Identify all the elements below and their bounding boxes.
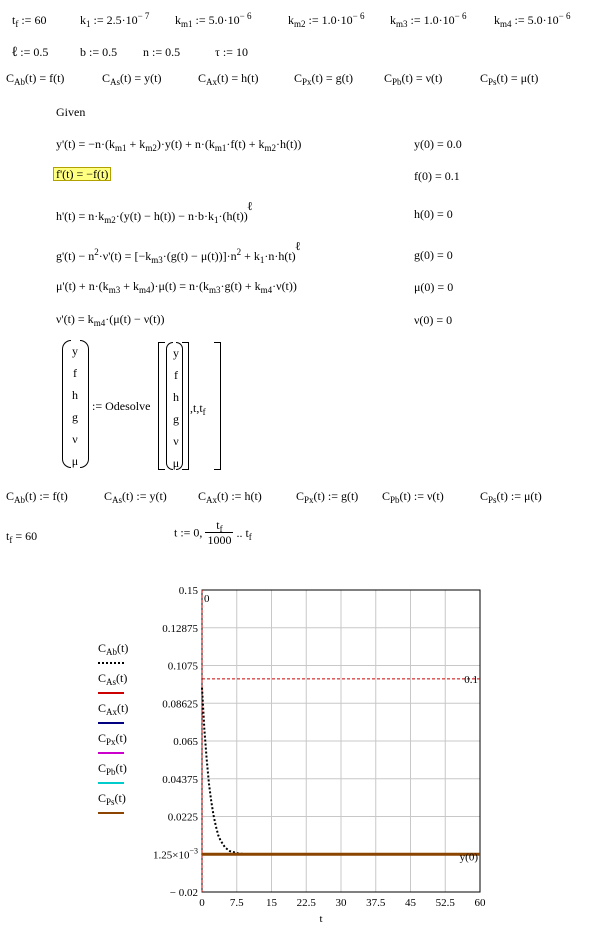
vector-item: ν [72, 432, 78, 446]
legend-label-ab: $C_{Ab}(t)$ [98, 641, 129, 657]
legend-label-ax: $C_{Ax}(t)$ [98, 701, 129, 717]
equation-nu: $\nu'(t) = k_{m4}\cdot(\mu(t) - \nu(t))$ [56, 312, 165, 328]
ic-h: h(0) = 0 [414, 207, 453, 221]
equation-mu: $\mu'(t) + n\cdot(k_{m3} + k_{m4})\cdot\mu(t) = n\cdot(k_{m3}\cdot g(t) + k_{m4}\cdot\nu(t))$ [56, 279, 297, 295]
legend-label-ps: $C_{Ps}(t)$ [98, 791, 126, 807]
vector-rhs [166, 342, 186, 474]
tf-eval: $t_f = 60$ [6, 529, 38, 545]
param-km1: $k_{m1}$ := $5.0\cdot 10^{- 6}$ [175, 11, 252, 29]
def2-cpx: $C_{Px}(t)$ := g(t) [296, 489, 359, 505]
vector-item: y [72, 344, 78, 358]
def2-cps: $C_{Ps}(t)$ := μ(t) [480, 489, 542, 505]
y-tick-label: 0.04375 [162, 773, 198, 786]
ic-mu: μ(0) = 0 [414, 280, 454, 294]
odesolve-args: $,t,t_f$ [190, 401, 206, 417]
x-tick-label: 37.5 [366, 897, 386, 909]
marker-label-h2: y(0) [459, 851, 478, 864]
legend-swatch-ab [98, 662, 124, 664]
series-line-0 [202, 688, 480, 855]
x-tick-label: 45 [405, 897, 416, 909]
def2-cpb: $C_{Pb}(t)$ := ν(t) [382, 489, 444, 505]
t-range: t := 0, $\frac{t_f}{1000}$ .. $t_f$ [174, 518, 252, 547]
y-tick-label: 0.1075 [167, 660, 198, 673]
equation-h: $h'(t) = n\cdot k_{m2}\cdot(y(t) - h(t)) - n\cdot b\cdot k_1\cdot(h(t))^\ell$ [56, 199, 253, 225]
outer-bracket-right [214, 342, 221, 470]
vector-item: h [173, 390, 179, 404]
vector-item: f [73, 366, 77, 380]
vector-item: f [174, 368, 178, 382]
marker-label-v: 0 [204, 593, 210, 605]
y-tick-label: $1.25\times 10^{-3}$ [153, 846, 198, 862]
y-tick-label: 0.065 [173, 736, 198, 748]
x-tick-label: 30 [335, 897, 347, 909]
equation-f: f'(t) = −f(t) [56, 167, 109, 181]
legend-swatch-ps [98, 812, 124, 814]
vector-item: μ [71, 454, 79, 468]
param-tf: $t_f$ := 60 [12, 13, 47, 29]
equation-y: $y'(t) = -n\cdot(k_{m1} + k_{m2})\cdot y(t) + n\cdot(k_{m1}\cdot f(t) + k_{m2}\cdot h(t))$ [56, 137, 302, 153]
legend-swatch-ax [98, 722, 124, 724]
given-label: Given [56, 105, 86, 119]
odesolve-assign: := Odesolve [92, 399, 151, 413]
param-ell: ℓ := 0.5 [12, 45, 49, 60]
x-tick-label: 52.5 [435, 897, 455, 909]
legend-swatch-pb [98, 782, 124, 784]
x-tick-label: 60 [474, 897, 486, 909]
param-n: n := 0.5 [143, 45, 181, 59]
def2-cas: $C_{As}(t)$ := y(t) [104, 489, 167, 505]
legend-swatch-as [98, 692, 124, 694]
y-tick-label: 0.12875 [162, 622, 198, 635]
vector-item: ν [173, 434, 179, 448]
x-tick-label: 22.5 [296, 897, 316, 909]
x-tick-label: 0 [199, 897, 205, 909]
marker-label-h: 0.1 [464, 673, 478, 686]
ic-y: y(0) = 0.0 [414, 137, 462, 151]
def-cpb: $C_{Pb}(t) = \nu(t)$ [384, 71, 443, 87]
def-cpx: $C_{Px}(t) = g(t)$ [294, 71, 353, 87]
def-cab: $C_{Ab}(t) = f(t)$ [6, 71, 65, 87]
x-tick-label: 15 [266, 897, 277, 909]
y-tick-label: 0.0225 [167, 811, 198, 824]
param-k1: $k_1$ := $2.5\cdot 10^{- 7}$ [80, 11, 150, 29]
legend-label-pb: $C_{Pb}(t)$ [98, 761, 127, 777]
vector-item: y [173, 346, 179, 360]
ic-g: g(0) = 0 [414, 248, 453, 262]
param-km2: $k_{m2}$ := $1.0\cdot 10^{- 6}$ [288, 11, 365, 29]
equation-g: $g'(t) - n^2\cdot\nu'(t) = [-k_{m3}\cdot(g(t) - \mu(t))]\cdot n^2 + k_1\cdot n\cdot h(t)^\ell$ [56, 239, 301, 265]
y-tick-label: 0.15 [178, 585, 198, 597]
vector-item: μ [172, 456, 180, 470]
legend-swatch-px [98, 752, 124, 754]
y-tick-label: 0.08625 [162, 698, 198, 711]
vector-item: g [173, 412, 179, 426]
def-cps: $C_{Ps}(t) = \mu(t)$ [480, 71, 539, 87]
legend-label-as: $C_{As}(t)$ [98, 671, 128, 687]
range-fraction: $\frac{t_f}{1000}$ [207, 518, 232, 547]
vector-left-bracket [158, 342, 165, 470]
vector-item: g [72, 410, 78, 424]
def2-cax: $C_{Ax}(t)$ := h(t) [198, 489, 262, 505]
x-tick-label: 7.5 [229, 897, 244, 909]
vector-lhs [65, 340, 85, 472]
def-cas: $C_{As}(t) = y(t)$ [102, 71, 162, 87]
y-tick-label: − 0.02 [169, 887, 198, 899]
param-tau: τ := 10 [215, 45, 248, 59]
param-km4: $k_{m4}$ := $5.0\cdot 10^{- 6}$ [494, 11, 571, 29]
def-cax: $C_{Ax}(t) = h(t)$ [198, 71, 259, 87]
x-axis-label: t [319, 913, 323, 925]
vector-item: h [72, 388, 78, 402]
legend-label-px: $C_{Px}(t)$ [98, 731, 127, 747]
plot-frame [202, 590, 480, 892]
ic-nu: ν(0) = 0 [414, 313, 453, 327]
ic-f: f(0) = 0.1 [414, 169, 460, 183]
param-km3: $k_{m3}$ := $1.0\cdot 10^{- 6}$ [390, 11, 467, 29]
param-b: b := 0.5 [80, 45, 118, 59]
def2-cab: $C_{Ab}(t)$ := f(t) [6, 489, 68, 505]
